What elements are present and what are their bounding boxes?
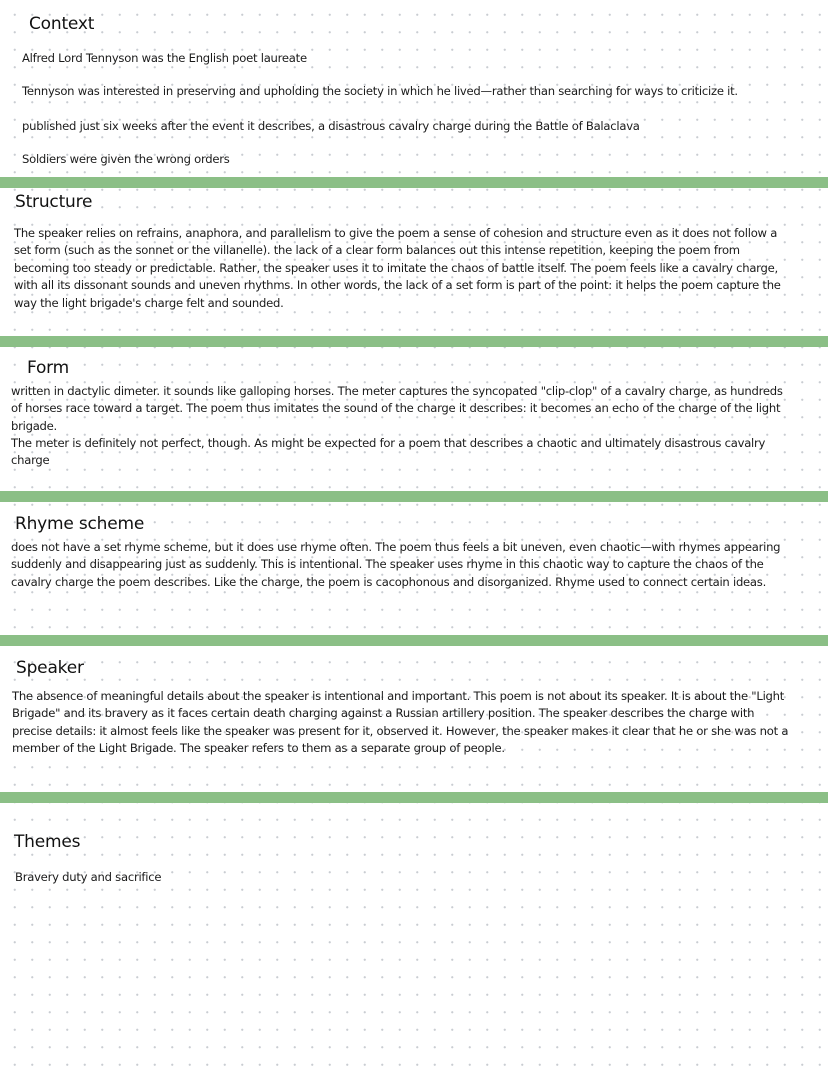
form-heading: Form <box>27 358 70 378</box>
themes-heading: Themes <box>14 832 81 852</box>
speaker-text: The absence of meaningful details about the speaker is intentional and important. This poem is not about its speaker. It is about the "Light Brigade" and its bravery as it faces certain death charging against a Russian artillery position. The speaker describes the charge with precise details: it almost feels like the speaker was present for it, observed it. However, the speaker makes it clear that he or she was not a member of the Light Brigade. The speaker refers to them as a separate group of people. <box>12 689 789 756</box>
context-line-4: Soldiers were given the wrong orders <box>22 152 230 166</box>
rhyme-scheme-heading: Rhyme scheme <box>15 514 145 534</box>
context-heading: Context <box>29 14 95 34</box>
form-text-2: The meter is definitely not perfect, though. As might be expected for a poem that describes a chaotic and ultimately disastrous cavalry charge <box>11 436 766 468</box>
section-divider <box>0 491 828 502</box>
section-divider <box>0 792 828 803</box>
context-line-1: Alfred Lord Tennyson was the English poet laureate <box>22 51 307 65</box>
structure-heading: Structure <box>15 192 93 212</box>
section-divider <box>0 177 828 188</box>
section-divider <box>0 635 828 646</box>
themes-text: Bravery duty and sacrifice <box>15 870 162 884</box>
rhyme-scheme-text: does not have a set rhyme scheme, but it does use rhyme often. The poem thus feels a bit uneven, even chaotic—with rhymes appearing suddenly and disappearing just as suddenly. This is intentional. The speaker uses rhyme in this chaotic way to capture the chaos of the cavalry charge the poem describes. Like the charge, the poem is cacophonous and disorganized. Rhyme used to connect certain ideas. <box>11 540 781 589</box>
structure-text: The speaker relies on refrains, anaphora, and parallelism to give the poem a sense of cohesion and structure even as it does not follow a set form (such as the sonnet or the villanelle). the lack of a clear form balances out this intense repetition, keeping the poem from becoming too steady or predictable. Rather, the speaker uses it to imitate the chaos of battle itself. The poem feels like a cavalry charge, with all its dissonant sounds and uneven rhythms. In other words, the lack of a set form is part of the point: it helps the poem capture the way the light brigade's charge felt and sounded. <box>14 226 781 310</box>
context-line-2: Tennyson was interested in preserving and upholding the society in which he lived—rather than searching for ways to criticize it. <box>22 84 738 98</box>
speaker-heading: Speaker <box>16 658 84 678</box>
context-line-3: published just six weeks after the event it describes, a disastrous cavalry charge during the Battle of Balaclava <box>22 119 640 133</box>
section-divider <box>0 336 828 347</box>
form-text-1: written in dactylic dimeter. it sounds like galloping horses. The meter captures the syncopated "clip-clop" of a cavalry charge, as hundreds of horses race toward a target. The poem thus imitates the sound of the charge it describes: it becomes an echo of the charge of the light brigade. <box>11 384 783 433</box>
